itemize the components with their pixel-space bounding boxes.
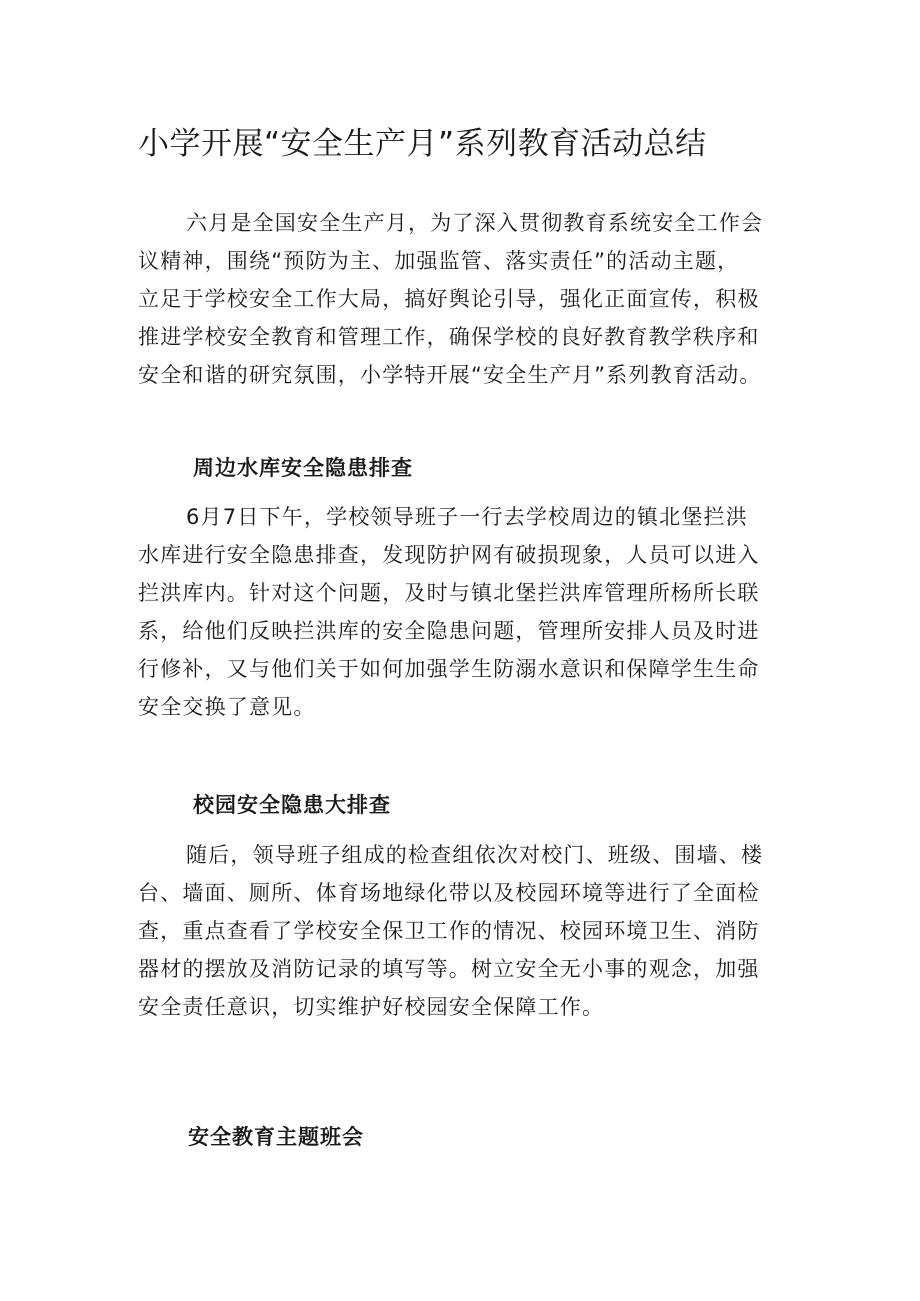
paragraph-line: 安全和谐的研究氛围，小学特开展“安全生产月”系列教育活动。	[138, 363, 762, 387]
paragraph-line: 六月是全国安全生产月，为了深入贯彻教育系统安全工作会	[186, 211, 764, 235]
section-heading-class-meeting: 安全教育主题班会	[188, 1125, 364, 1149]
paragraph-line: 器材的摆放及消防记录的填写等。树立安全无小事的观念，加强	[138, 957, 760, 981]
paragraph-line: 安全责任意识，切实维护好校园安全保障工作。	[138, 995, 605, 1019]
section-heading-campus: 校园安全隐患大排查	[193, 793, 391, 817]
paragraph-line: 行修补，又与他们关于如何加强学生防溺水意识和保障学生生命	[138, 657, 760, 681]
section-heading-reservoir: 周边水库安全隐患排查	[193, 456, 413, 480]
intro-paragraph	[138, 204, 788, 394]
reservoir-paragraph	[138, 498, 788, 726]
paragraph-line: 议精神，围绕“预防为主、加强监管、落实责任”的活动主题，	[138, 249, 740, 273]
paragraph-line: 6月7日下午，学校领导班子一行去学校周边的镇北堡拦洪	[186, 505, 748, 529]
document-title: 小学开展“安全生产月”系列教育活动总结	[138, 126, 707, 162]
paragraph-line: 水库进行安全隐患排查，发现防护网有破损现象，人员可以进入	[138, 543, 760, 567]
campus-paragraph	[138, 836, 788, 1026]
paragraph-line: 立足于学校安全工作大局，搞好舆论引导，强化正面宣传，积极	[138, 287, 760, 311]
paragraph-line: 推进学校安全教育和管理工作，确保学校的良好教育教学秩序和	[138, 325, 760, 349]
paragraph-line: 台、墙面、厕所、体育场地绿化带以及校园环境等进行了全面检	[138, 881, 760, 905]
paragraph-line: 查，重点查看了学校安全保卫工作的情况、校园环境卫生、消防	[138, 919, 760, 943]
paragraph-line: 拦洪库内。针对这个问题，及时与镇北堡拦洪库管理所杨所长联	[138, 581, 760, 605]
paragraph-line: 系，给他们反映拦洪库的安全隐患问题，管理所安排人员及时进	[138, 619, 760, 643]
paragraph-line: 安全交换了意见。	[138, 695, 316, 719]
paragraph-line: 随后，领导班子组成的检查组依次对校门、班级、围墙、楼	[186, 843, 764, 867]
